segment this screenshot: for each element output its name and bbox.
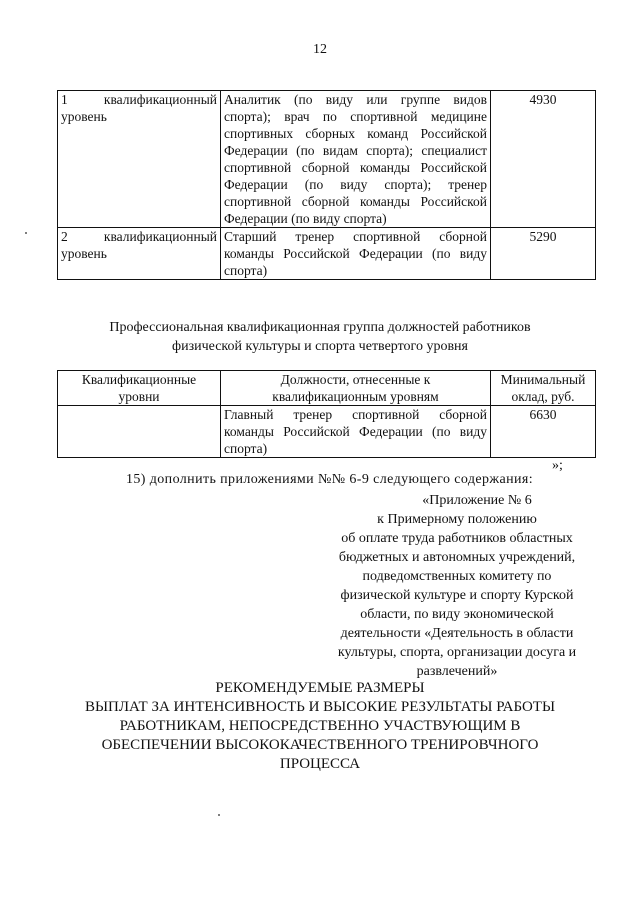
level-cell xyxy=(58,228,221,280)
header-salary: Минимальный оклад, руб. xyxy=(491,371,596,406)
salary-cell: 6630 xyxy=(491,406,596,458)
appendix-line: подведомственных комитету по xyxy=(362,569,552,584)
group-title-line: физической культуры и спорта четвертого уровня xyxy=(172,339,468,354)
appendix-line: области, по виду экономической xyxy=(360,607,554,622)
qualification-table-fourth-level xyxy=(57,370,596,458)
page-number: 12 xyxy=(313,42,327,57)
level-number: 1 xyxy=(61,92,68,107)
qualification-table-third-level xyxy=(57,90,596,280)
level-cell xyxy=(58,406,221,458)
positions-cell: Аналитик (по виду или группе видов спорта); врач по спортивной медицине спортивных сборных команд Российской Федерации (по видам спорта); специалист спортивной сборной команды Российской Федерации (по виду спорта); тренер спортивной сборной команды Российской Федерации (по виду спорта) xyxy=(221,91,491,228)
scan-speck xyxy=(25,232,27,234)
level-word: квалификационный xyxy=(103,229,217,244)
heading-line: ОБЕСПЕЧЕНИИ ВЫСОКОКАЧЕСТВЕННОГО ТРЕНИРОВЧНОГО xyxy=(101,737,539,753)
closing-quote: »; xyxy=(552,458,563,473)
level-cell xyxy=(58,91,221,228)
group-title xyxy=(0,318,640,356)
level-rest: уровень xyxy=(61,246,107,261)
appendix-line: к Примерному положению xyxy=(377,512,537,527)
level-word: квалификационный xyxy=(103,92,217,107)
table-row xyxy=(58,228,596,280)
level-number: 2 xyxy=(61,229,68,244)
group-title-line: Профессиональная квалификационная группа должностей работников xyxy=(109,320,531,335)
scan-speck xyxy=(218,814,220,816)
appendix-line: культуры, спорта, организации досуга и xyxy=(337,645,577,660)
positions-cell: Старший тренер спортивной сборной команды Российской Федерации (по виду спорта) xyxy=(221,228,491,280)
header-positions: Должности, отнесенные к квалификационным уровням xyxy=(221,371,491,406)
appendix-line: бюджетных и автономных учреждений, xyxy=(338,550,576,565)
appendix-line: физической культуре и спорту Курской xyxy=(340,588,574,603)
salary-cell: 4930 xyxy=(491,91,596,228)
heading-line: ВЫПЛАТ ЗА ИНТЕНСИВНОСТЬ И ВЫСОКИЕ РЕЗУЛЬТАТЫ РАБОТЫ xyxy=(84,699,556,715)
table-header-row xyxy=(58,371,596,406)
appendix-header xyxy=(322,491,592,681)
positions-cell: Главный тренер спортивной сборной команды Российской Федерации (по виду спорта) xyxy=(221,406,491,458)
salary-cell: 5290 xyxy=(491,228,596,280)
appendix-line: об оплате труда работников областных xyxy=(341,531,573,546)
table-row xyxy=(58,406,596,458)
header-levels: Квалификационные уровни xyxy=(58,371,221,406)
section-heading xyxy=(60,679,580,774)
level-rest: уровень xyxy=(61,109,107,124)
appendix-line: деятельности «Деятельность в области xyxy=(340,626,574,641)
heading-line: РЕКОМЕНДУЕМЫЕ РАЗМЕРЫ xyxy=(215,680,425,696)
amendment-item-15: 15) дополнить приложениями №№ 6-9 следующего содержания: xyxy=(126,472,533,487)
table-row xyxy=(58,91,596,228)
heading-line: РАБОТНИКАМ, НЕПОСРЕДСТВЕННО УЧАСТВУЮЩИМ В xyxy=(119,718,521,734)
heading-line: ПРОЦЕССА xyxy=(279,756,361,772)
appendix-line: развлечений» xyxy=(416,664,498,679)
appendix-line: «Приложение № 6 xyxy=(422,493,532,508)
